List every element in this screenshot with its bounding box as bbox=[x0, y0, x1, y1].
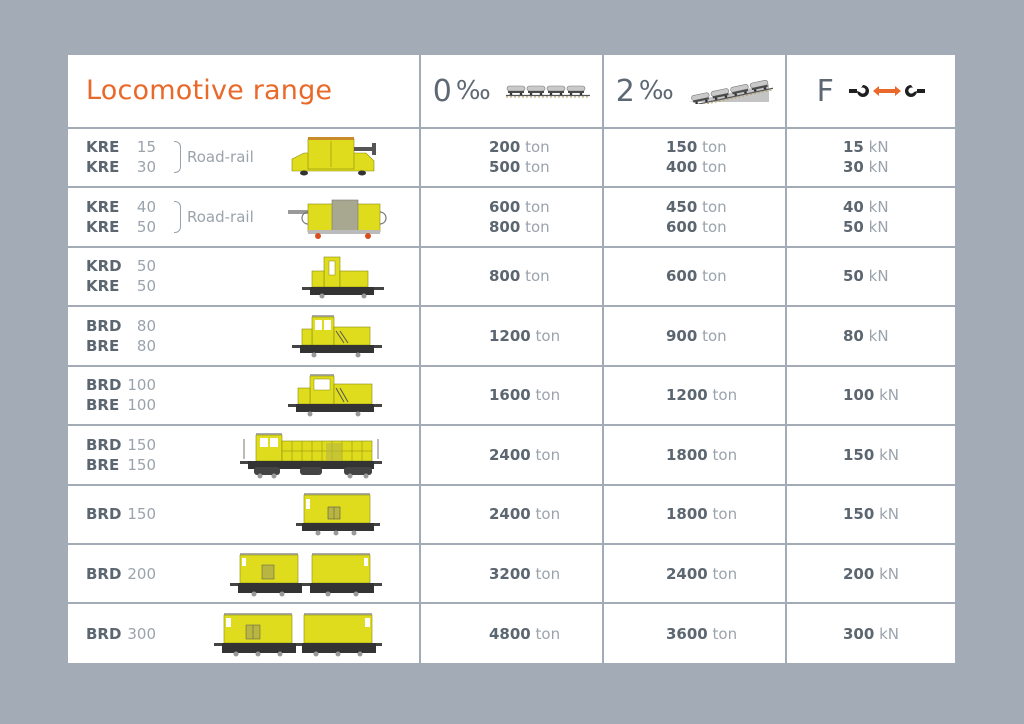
force-value: 30 bbox=[843, 158, 864, 177]
flat-load-cell bbox=[420, 485, 603, 544]
unit-label: ton bbox=[712, 445, 738, 464]
header-tractive-force bbox=[786, 55, 955, 128]
force-value: 40 bbox=[843, 197, 864, 216]
unit-label: kN bbox=[868, 267, 889, 286]
model-code: BRE bbox=[86, 396, 120, 415]
incline-load-cell bbox=[603, 425, 786, 484]
header-incline-gradient bbox=[603, 55, 786, 128]
model-code: BRE bbox=[86, 336, 120, 355]
unit-label: ton bbox=[712, 505, 738, 524]
unit-label: ton bbox=[525, 138, 550, 157]
road-rail-label: Road-rail bbox=[187, 207, 254, 226]
table-row bbox=[68, 425, 955, 484]
force-symbol: F bbox=[816, 73, 834, 109]
unit-label: ton bbox=[535, 505, 561, 524]
load-value: 600 bbox=[489, 197, 521, 216]
road-rail-note bbox=[174, 141, 254, 173]
load-value: 800 bbox=[489, 267, 521, 286]
unit-label: kN bbox=[879, 386, 900, 405]
model-number: 15 bbox=[136, 138, 156, 157]
table-row bbox=[68, 366, 955, 425]
shunter-cab-100-icon bbox=[288, 372, 382, 418]
unit-label: ton bbox=[525, 217, 550, 236]
force-value: 50 bbox=[843, 267, 864, 286]
model-number: 100 bbox=[127, 396, 156, 415]
page-title: Locomotive range bbox=[68, 55, 420, 128]
load-value: 150 bbox=[666, 138, 698, 157]
shunter-cab-80-icon bbox=[292, 313, 382, 359]
load-value: 3200 bbox=[489, 564, 531, 583]
load-value: 600 bbox=[666, 267, 698, 286]
load-value: 900 bbox=[666, 326, 698, 345]
model-cell bbox=[68, 128, 420, 187]
model-code: KRD bbox=[86, 257, 122, 276]
brace-icon bbox=[174, 201, 181, 233]
model-code: KRE bbox=[86, 217, 120, 236]
model-code: BRD bbox=[86, 376, 122, 395]
load-value: 400 bbox=[666, 158, 698, 177]
locomotive-range-table bbox=[68, 55, 955, 663]
model-code: BRD bbox=[86, 316, 122, 335]
unit-label: ton bbox=[525, 197, 550, 216]
load-value: 4800 bbox=[489, 624, 531, 643]
model-cell bbox=[68, 366, 420, 425]
twin-unit-locomotive-200-icon bbox=[230, 551, 382, 597]
unit-label: kN bbox=[868, 217, 889, 236]
force-value: 150 bbox=[843, 445, 875, 464]
force-value: 50 bbox=[843, 217, 864, 236]
unit-label: kN bbox=[868, 197, 889, 216]
road-rail-note bbox=[174, 201, 254, 233]
flat-load-cell bbox=[420, 187, 603, 246]
load-value: 1800 bbox=[666, 505, 708, 524]
model-number: 40 bbox=[136, 197, 156, 216]
incline-load-cell bbox=[603, 247, 786, 306]
table-row bbox=[68, 128, 955, 187]
flat-load-cell bbox=[420, 603, 603, 663]
unit-label: kN bbox=[879, 624, 900, 643]
unit-label: kN bbox=[868, 158, 889, 177]
table-row bbox=[68, 485, 955, 544]
box-cab-locomotive-icon bbox=[296, 491, 380, 537]
load-value: 1800 bbox=[666, 445, 708, 464]
flat-gradient-value: 0 bbox=[432, 73, 452, 109]
load-value: 1200 bbox=[666, 386, 708, 405]
model-code: BRD bbox=[86, 505, 122, 524]
permil-unit: ‰ bbox=[455, 76, 491, 107]
force-cell bbox=[786, 485, 955, 544]
unit-label: ton bbox=[535, 326, 561, 345]
force-value: 150 bbox=[843, 505, 875, 524]
unit-label: ton bbox=[702, 326, 727, 345]
model-number: 50 bbox=[136, 217, 156, 236]
model-code: BRD bbox=[86, 564, 122, 583]
table-header-row bbox=[68, 55, 955, 128]
table-row bbox=[68, 544, 955, 603]
model-code: KRE bbox=[86, 138, 120, 157]
incline-load-cell bbox=[603, 187, 786, 246]
unit-label: ton bbox=[702, 267, 727, 286]
road-rail-label: Road-rail bbox=[187, 148, 254, 167]
model-code: BRE bbox=[86, 455, 120, 474]
model-number: 80 bbox=[136, 336, 156, 355]
wagons-flat-icon bbox=[506, 84, 590, 98]
road-rail-locomotive-small-icon bbox=[290, 135, 384, 179]
model-cell bbox=[68, 425, 420, 484]
table-row bbox=[68, 603, 955, 663]
model-number: 150 bbox=[127, 435, 156, 454]
unit-label: ton bbox=[525, 267, 550, 286]
force-value: 200 bbox=[843, 564, 875, 583]
shunter-small-icon bbox=[302, 253, 384, 299]
flat-load-cell bbox=[420, 425, 603, 484]
load-value: 600 bbox=[666, 217, 698, 236]
model-code: BRD bbox=[86, 624, 122, 643]
locomotive-range-table-sheet bbox=[68, 55, 955, 663]
flat-load-cell bbox=[420, 544, 603, 603]
model-number: 150 bbox=[127, 455, 156, 474]
model-number: 80 bbox=[136, 316, 156, 335]
incline-load-cell bbox=[603, 485, 786, 544]
unit-label: kN bbox=[879, 505, 900, 524]
model-number: 300 bbox=[127, 624, 156, 643]
flat-load-cell bbox=[420, 366, 603, 425]
unit-label: kN bbox=[868, 138, 889, 157]
model-code: KRE bbox=[86, 197, 120, 216]
table-row bbox=[68, 187, 955, 246]
load-value: 1600 bbox=[489, 386, 531, 405]
model-cell bbox=[68, 603, 420, 663]
load-value: 3600 bbox=[666, 624, 708, 643]
load-value: 2400 bbox=[666, 564, 708, 583]
unit-label: kN bbox=[879, 445, 900, 464]
incline-load-cell bbox=[603, 544, 786, 603]
load-value: 200 bbox=[489, 138, 521, 157]
model-number: 200 bbox=[127, 564, 156, 583]
unit-label: ton bbox=[702, 217, 727, 236]
force-value: 100 bbox=[843, 386, 875, 405]
model-number: 50 bbox=[136, 277, 156, 296]
long-hood-locomotive-icon bbox=[240, 431, 382, 479]
unit-label: ton bbox=[535, 445, 561, 464]
road-rail-locomotive-large-icon bbox=[288, 194, 388, 240]
force-value: 80 bbox=[843, 326, 864, 345]
model-number: 30 bbox=[136, 158, 156, 177]
unit-label: ton bbox=[702, 197, 727, 216]
model-number: 50 bbox=[136, 257, 156, 276]
incline-load-cell bbox=[603, 128, 786, 187]
model-cell bbox=[68, 485, 420, 544]
force-cell bbox=[786, 425, 955, 484]
model-cell bbox=[68, 247, 420, 306]
force-cell bbox=[786, 187, 955, 246]
force-cell bbox=[786, 544, 955, 603]
load-value: 2400 bbox=[489, 445, 531, 464]
force-value: 300 bbox=[843, 624, 875, 643]
header-flat-gradient bbox=[420, 55, 603, 128]
permil-unit: ‰ bbox=[638, 76, 674, 107]
incline-load-cell bbox=[603, 366, 786, 425]
model-code: KRE bbox=[86, 158, 120, 177]
load-value: 500 bbox=[489, 158, 521, 177]
load-value: 800 bbox=[489, 217, 521, 236]
force-cell bbox=[786, 247, 955, 306]
flat-load-cell bbox=[420, 306, 603, 365]
load-value: 450 bbox=[666, 197, 698, 216]
incline-load-cell bbox=[603, 306, 786, 365]
wagons-incline-icon bbox=[689, 78, 773, 104]
force-cell bbox=[786, 366, 955, 425]
model-cell bbox=[68, 306, 420, 365]
unit-label: ton bbox=[525, 158, 550, 177]
unit-label: ton bbox=[712, 386, 738, 405]
force-cell bbox=[786, 128, 955, 187]
brace-icon bbox=[174, 141, 181, 173]
model-cell bbox=[68, 544, 420, 603]
model-number: 150 bbox=[127, 505, 156, 524]
flat-load-cell bbox=[420, 247, 603, 306]
unit-label: ton bbox=[712, 624, 738, 643]
unit-label: ton bbox=[535, 624, 561, 643]
unit-label: ton bbox=[535, 386, 561, 405]
model-number: 100 bbox=[127, 376, 156, 395]
unit-label: kN bbox=[868, 326, 889, 345]
force-value: 15 bbox=[843, 138, 864, 157]
force-cell bbox=[786, 603, 955, 663]
unit-label: ton bbox=[702, 138, 727, 157]
twin-unit-locomotive-300-icon bbox=[214, 611, 382, 657]
model-cell bbox=[68, 187, 420, 246]
table-row bbox=[68, 247, 955, 306]
incline-load-cell bbox=[603, 603, 786, 663]
unit-label: kN bbox=[879, 564, 900, 583]
incline-gradient-value: 2 bbox=[615, 73, 635, 109]
force-cell bbox=[786, 306, 955, 365]
model-code: BRD bbox=[86, 435, 122, 454]
unit-label: ton bbox=[535, 564, 561, 583]
load-value: 1200 bbox=[489, 326, 531, 345]
table-row bbox=[68, 306, 955, 365]
coupler-force-icon bbox=[849, 81, 925, 101]
unit-label: ton bbox=[712, 564, 738, 583]
load-value: 2400 bbox=[489, 505, 531, 524]
model-code: KRE bbox=[86, 277, 120, 296]
flat-load-cell bbox=[420, 128, 603, 187]
unit-label: ton bbox=[702, 158, 727, 177]
